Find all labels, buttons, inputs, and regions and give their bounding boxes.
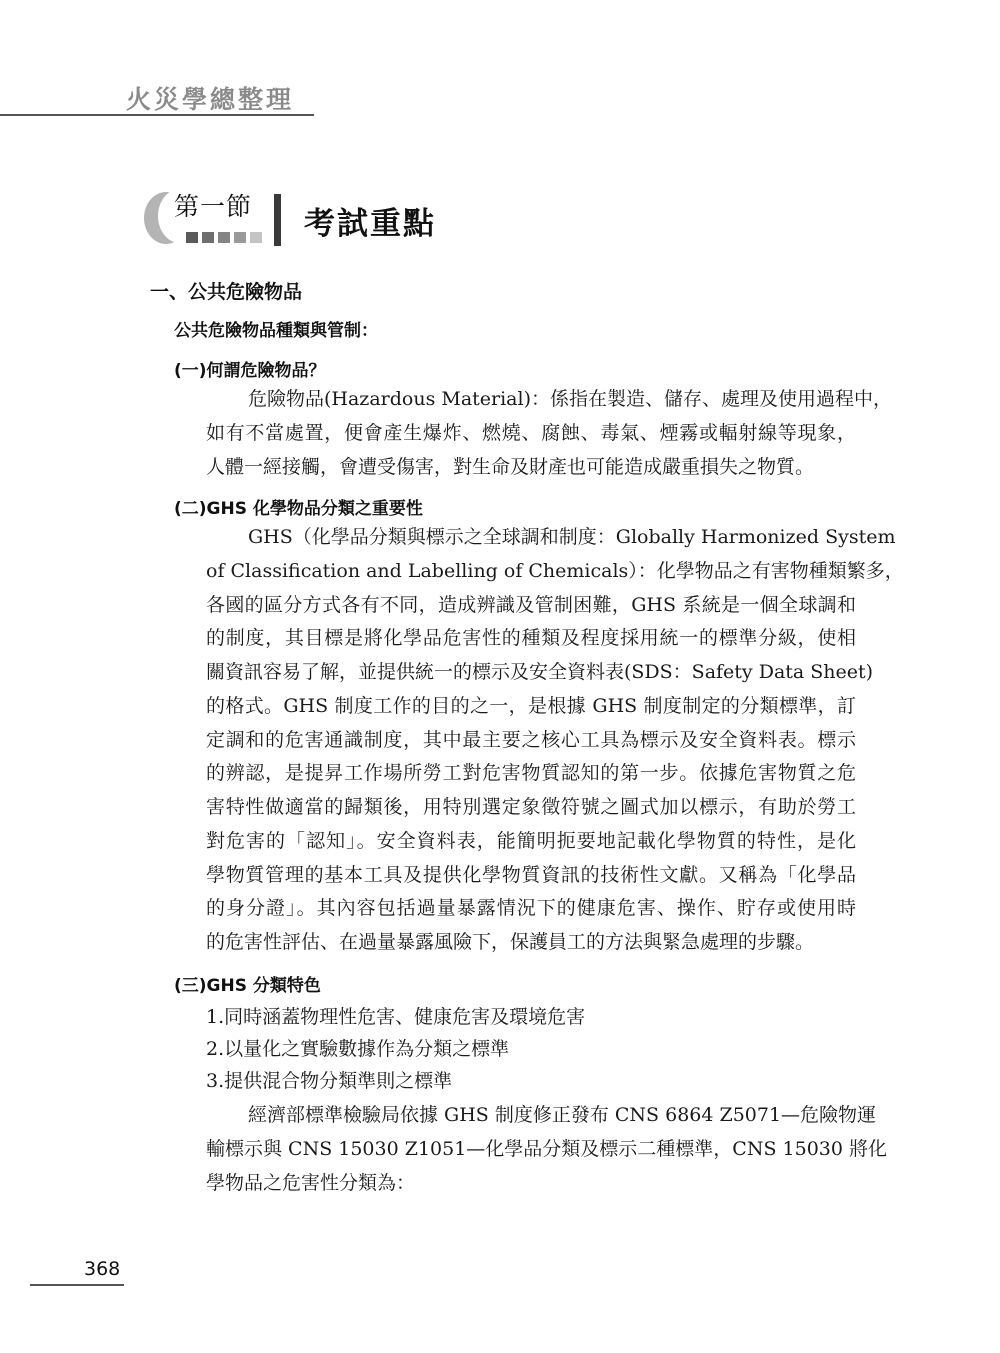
text-line: 關資訊容易了解，並提供統一的標示及安全資料表(SDS：Safety Data Sheet) <box>206 661 874 683</box>
text-line: GHS（化學品分類與標示之全球調和制度：Globally Harmonized System <box>248 526 896 548</box>
text-line: 輸標示與 CNS 15030 Z1051—化學品分類及標示二種標準，CNS 15030 將化 <box>206 1137 887 1160</box>
text-line: 的辨認，是提昇工作場所勞工對危害物質認知的第一步。依據危害物質之危 <box>206 762 856 785</box>
text-line: 人體一經接觸，會遭受傷害，對生命及財產也可能造成嚴重損失之物質。 <box>206 455 815 478</box>
text-line: 的身分證」。其內容包括過量暴露情況下的健康危害、操作、貯存或使用時 <box>206 897 856 920</box>
section-banner <box>144 190 464 250</box>
running-header-title: 火災學總整理 <box>126 85 295 114</box>
text-line: of Classification and Labelling of Chemicals）：化學物品之有害物種類繁多， <box>206 559 904 582</box>
paragraph-ghs-importance <box>206 521 904 960</box>
subheading-3: (三)GHS 分類特色 <box>174 976 321 996</box>
text-line: 學物品之危害性分類為： <box>206 1171 416 1194</box>
subheading-2: (二)GHS 化學物品分類之重要性 <box>174 499 423 519</box>
text-line: 危險物品(Hazardous Material)：係指在製造、儲存、處理及使用過程中， <box>248 388 892 410</box>
heading-level-2: 公共危險物品種類與管制： <box>174 321 378 341</box>
text-line: 的制度，其目標是將化學品危害性的種類及程度採用統一的標準分級，使相 <box>206 627 856 650</box>
text-line: 學物質管理的基本工具及提供化學物質資訊的技術性文獻。又稱為「化學品 <box>206 863 856 886</box>
paragraph-hazardous-material <box>206 383 892 484</box>
square-ornament <box>202 232 214 243</box>
section-divider-bar <box>274 194 281 246</box>
square-ornament <box>186 232 198 243</box>
text-line: 定調和的危害通識制度，其中最主要之核心工具為標示及安全資料表。標示 <box>206 728 856 751</box>
square-ornament <box>250 232 262 243</box>
section-number: 第一節 <box>174 192 253 221</box>
list-item: 1.同時涵蓋物理性危害、健康危害及環境危害 <box>206 1006 586 1028</box>
text-line: 各國的區分方式各有不同，造成辨識及管制困難，GHS 系統是一個全球調和 <box>206 593 856 616</box>
text-line: 如有不當處置，便會產生爆炸、燃燒、腐蝕、毒氣、煙霧或輻射線等現象， <box>206 421 856 444</box>
section-squares <box>186 232 262 243</box>
list-item: 2.以量化之實驗數據作為分類之標準 <box>206 1038 510 1060</box>
page-number: 368 <box>84 1258 121 1280</box>
subheading-1: (一)何謂危險物品？ <box>174 361 326 381</box>
ghs-feature-list <box>206 1001 585 1097</box>
footer-rule <box>30 1284 124 1286</box>
list-item: 3.提供混合物分類準則之標準 <box>206 1070 453 1092</box>
square-ornament <box>218 232 230 243</box>
square-ornament <box>234 232 246 243</box>
text-line: 經濟部標準檢驗局依據 GHS 制度修正發布 CNS 6864 Z5071—危險物運 <box>248 1104 877 1126</box>
header-rule <box>0 114 314 116</box>
section-title: 考試重點 <box>304 206 436 242</box>
text-line: 的危害性評估、在過量暴露風險下，保護員工的方法與緊急處理的步驟。 <box>206 931 815 953</box>
text-line: 的格式。GHS 制度工作的目的之一，是根據 GHS 制度制定的分類標準，訂 <box>206 694 856 717</box>
text-line: 對危害的「認知」。安全資料表，能簡明扼要地記載化學物質的特性，是化 <box>206 829 856 852</box>
heading-level-1: 一、公共危險物品 <box>150 281 303 303</box>
paragraph-cns-standards <box>206 1099 887 1200</box>
text-line: 害特性做適當的歸類後，用特別選定象徵符號之圖式加以標示，有助於勞工 <box>206 796 856 818</box>
